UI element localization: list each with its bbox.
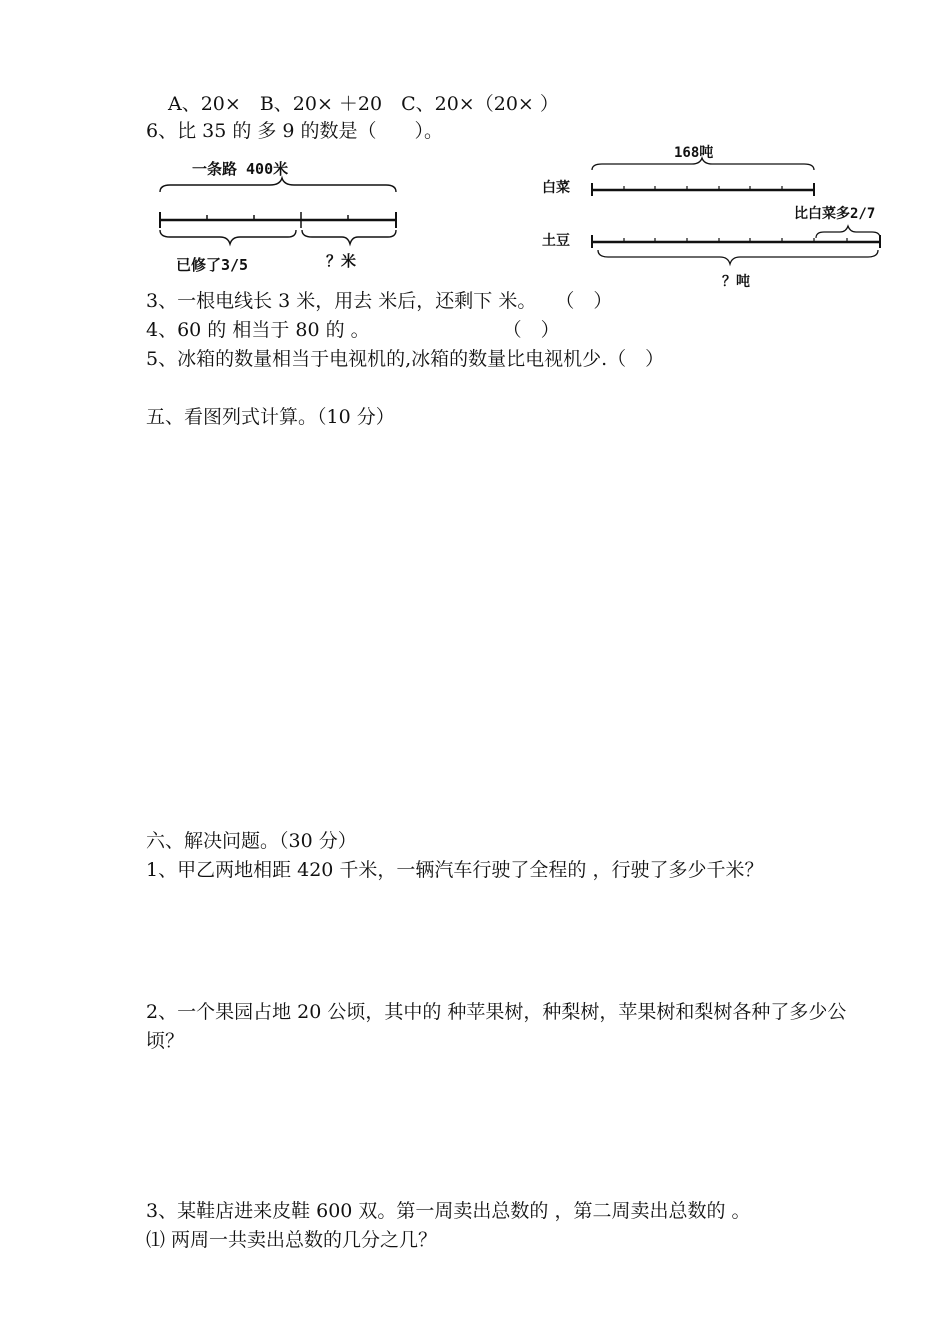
road-repaired-brace — [160, 230, 296, 244]
vegetable-diagram — [540, 138, 900, 296]
road-repaired-label: 已修了3/5 — [176, 256, 249, 274]
tf-question-4: 4、60 的 相当于 80 的 。 （ ） — [146, 319, 560, 341]
cabbage-brace — [592, 158, 814, 170]
problem-1: 1、甲乙两地相距 420 千米，一辆汽车行驶了全程的 ，行驶了多少千米？ — [146, 859, 764, 881]
problem-2-line1: 2、一个果园占地 20 公顷，其中的 种苹果树，种梨树，苹果树和梨树各种了多少公 — [146, 1001, 847, 1023]
problem-3: 3、某鞋店进来皮鞋 600 双。第一周卖出总数的 ，第二周卖出总数的 。 — [146, 1200, 751, 1222]
road-top-brace — [160, 178, 396, 192]
road-total-label: 一条路 400米 — [192, 160, 289, 178]
potato-extra-label: 比白菜多2/7 — [794, 206, 876, 222]
road-remaining-label: ？米 — [326, 252, 357, 270]
cabbage-total-label: 168吨 — [674, 145, 714, 161]
problem-2-line2: 顷？ — [146, 1030, 185, 1052]
question-6: 6、比 35 的 多 9 的数是（ ）。 — [146, 120, 444, 142]
potato-total-brace — [598, 250, 878, 264]
potato-extra-brace — [816, 226, 880, 238]
tf-question-3: 3、一根电线长 3 米，用去 米后，还剩下 米。 （ ） — [146, 290, 613, 312]
cabbage-row-label: 白菜 — [542, 180, 570, 196]
section-6-heading: 六、解决问题。（30 分） — [146, 830, 357, 852]
potato-total-label: ？吨 — [722, 274, 750, 290]
tf-question-5: 5、冰箱的数量相当于电视机的,冰箱的数量比电视机少.（ ） — [146, 348, 665, 370]
section-5-heading: 五、看图列式计算。（10 分） — [146, 406, 395, 428]
problem-3-sub1: ⑴ 两周一共卖出总数的几分之几？ — [146, 1229, 438, 1251]
road-diagram — [150, 150, 410, 280]
choice-options: A、20× B、20× ＋20 C、20×（20× ） — [168, 93, 559, 115]
potato-row-label: 土豆 — [542, 233, 570, 249]
road-remaining-brace — [302, 230, 396, 244]
